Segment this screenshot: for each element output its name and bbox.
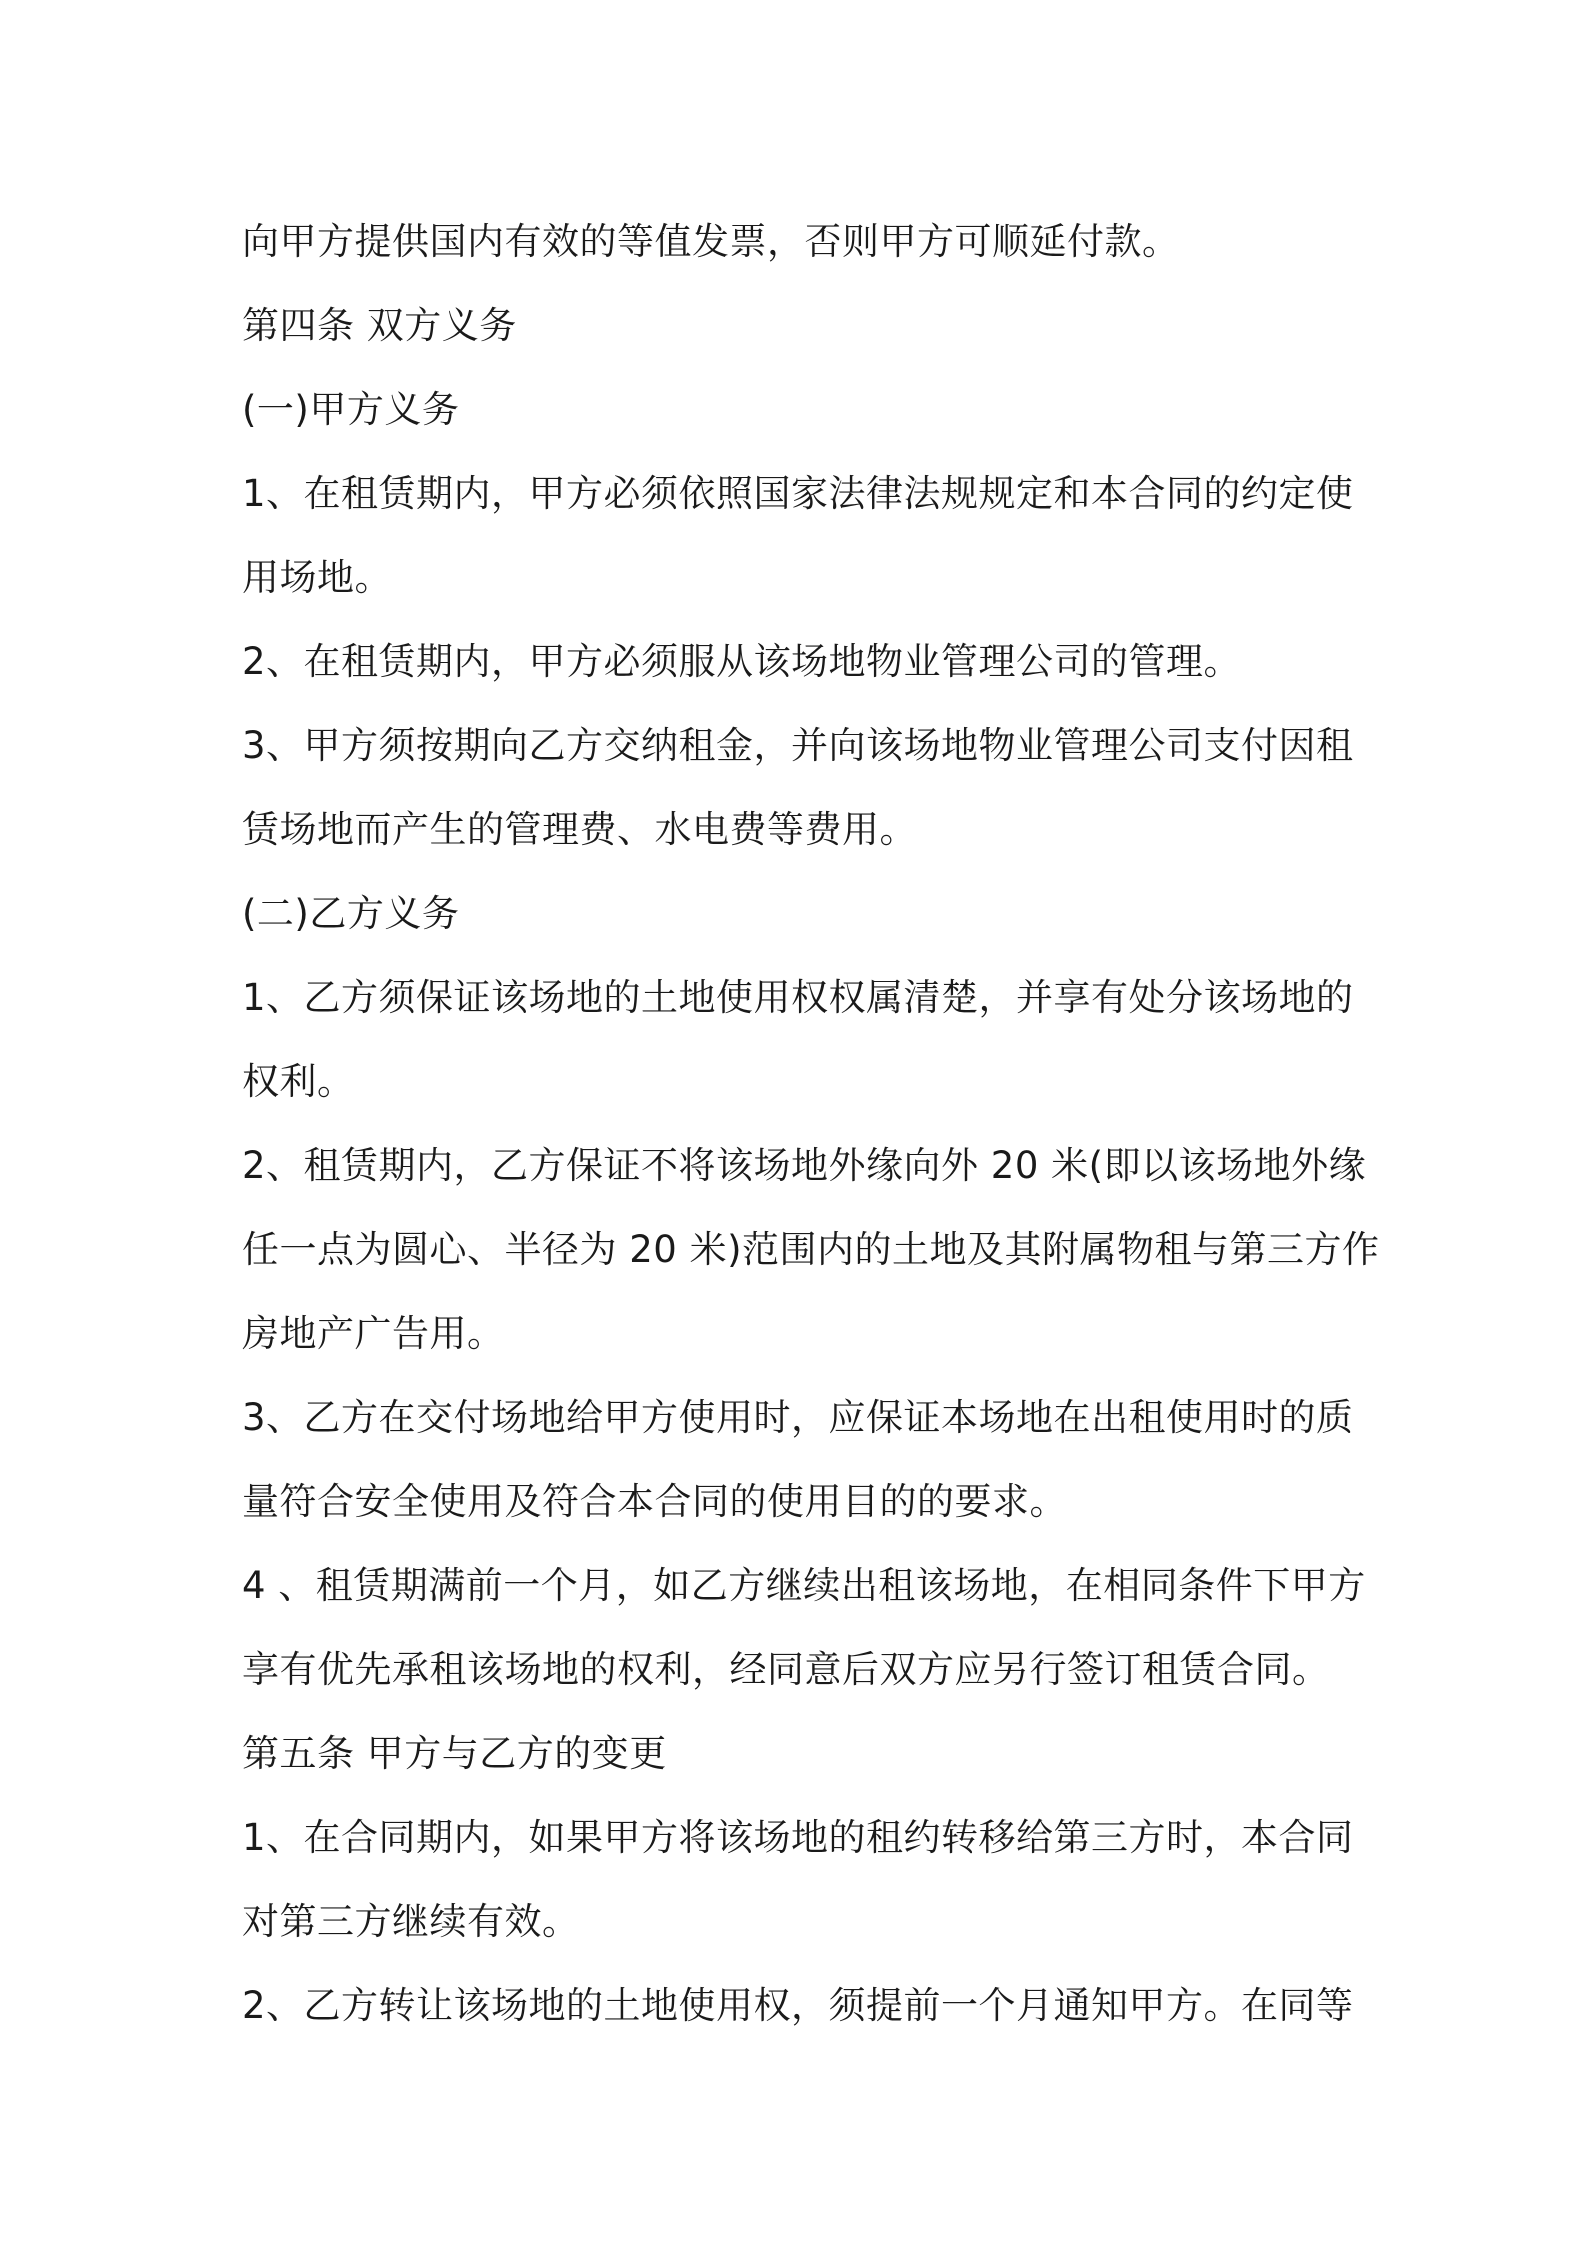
text-line: 1、乙方须保证该场地的土地使用权权属清楚，并享有处分该场地的	[242, 976, 1354, 1019]
section-heading: (二)乙方义务	[242, 892, 460, 935]
text-line: 量符合安全使用及符合本合同的使用目的的要求。	[242, 1480, 1067, 1523]
text-line: 3、甲方须按期向乙方交纳租金，并向该场地物业管理公司支付因租	[242, 724, 1354, 767]
article-heading: 第五条 甲方与乙方的变更	[242, 1732, 667, 1775]
text-line: 赁场地而产生的管理费、水电费等费用。	[242, 808, 917, 851]
text-line: 用场地。	[242, 556, 392, 599]
text-line: 任一点为圆心、半径为 20 米)范围内的土地及其附属物租与第三方作	[242, 1228, 1380, 1271]
text-line: 对第三方继续有效。	[242, 1900, 580, 1943]
text-line: 权利。	[242, 1060, 355, 1103]
text-line: 向甲方提供国内有效的等值发票，否则甲方可顺延付款。	[242, 220, 1180, 263]
text-line: 1、在合同期内，如果甲方将该场地的租约转移给第三方时，本合同	[242, 1816, 1354, 1859]
article-heading: 第四条 双方义务	[242, 304, 517, 347]
text-line: 1、在租赁期内，甲方必须依照国家法律法规规定和本合同的约定使	[242, 472, 1354, 515]
text-line: 2、乙方转让该场地的土地使用权，须提前一个月通知甲方。在同等	[242, 1984, 1354, 2027]
text-line: 房地产广告用。	[242, 1312, 505, 1355]
text-line: 享有优先承租该场地的权利，经同意后双方应另行签订租赁合同。	[242, 1648, 1330, 1691]
section-heading: (一)甲方义务	[242, 388, 460, 431]
text-line: 2、在租赁期内，甲方必须服从该场地物业管理公司的管理。	[242, 640, 1242, 683]
text-line: 2、租赁期内，乙方保证不将该场地外缘向外 20 米(即以该场地外缘	[242, 1144, 1367, 1187]
document-body	[242, 200, 1380, 2048]
text-line: 3、乙方在交付场地给甲方使用时，应保证本场地在出租使用时的质	[242, 1396, 1354, 1439]
text-line: 4 、租赁期满前一个月，如乙方继续出租该场地，在相同条件下甲方	[242, 1564, 1366, 1607]
